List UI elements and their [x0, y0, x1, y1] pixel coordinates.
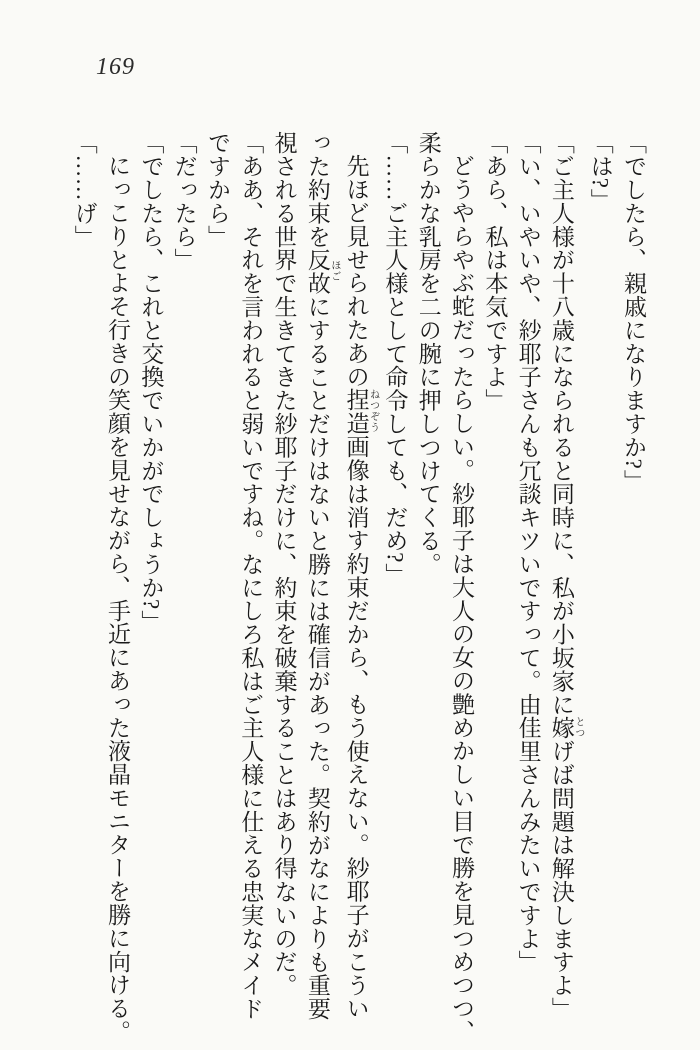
page-number: 169: [96, 54, 135, 80]
text-columns: [67, 131, 650, 1044]
text-line: 「だったら」: [171, 131, 197, 272]
text-line: 「……げ」: [71, 131, 97, 248]
furigana-ruby: 反故 ほご: [304, 248, 340, 295]
text-line: 視される世界で生きてきた紗耶子だけに、約束を破棄することはあり得ないのだ。: [271, 131, 297, 997]
text-line: 「でしたら、親戚になりますか?」: [621, 131, 646, 493]
furigana-ruby: 嫁 とつ: [548, 716, 584, 740]
text-line: ですから」: [204, 131, 230, 248]
text-line: 「い、いやいや、紗耶子さんも冗談キツいですって。由佳里さんみたいですよ」: [515, 131, 541, 974]
text-line: どうやらやぶ蛇だったらしい。紗耶子は大人の女の艶めかしい目で勝を見つめつつ、: [449, 154, 475, 1044]
text-line: 「……ご主人様として命令しても、だめ?」: [382, 131, 408, 587]
text-line: 先ほど見せられたあの捏造 ねつぞう画像は消す約束だから、もう使えない。紗耶子がこうい: [343, 154, 379, 1020]
text-line: 「は?」: [587, 131, 613, 212]
text-line: 「あら、私は本気ですよ」: [482, 131, 508, 412]
text-line: にっこりとよそ行きの笑顔を見せながら、手近にあった液晶モニターを勝に向ける。: [105, 154, 131, 1044]
text-line: 「ああ、それを言われると弱いですね。なにしろ私はご主人様に仕える忠実なメイド: [238, 131, 264, 1021]
text-line: 「でしたら、これと交換でいかがでしょうか?」: [138, 131, 164, 634]
text-line: った約束を反故 ほごにすることだけはないと勝には確信があった。契約がなによりも重要: [304, 131, 340, 1021]
text-line: 「ご主人様が十八歳になられると同時に、私が小坂家に嫁 とつげば問題は解決しますよ」: [548, 131, 584, 1021]
text-line: 柔らかな乳房を二の腕に押しつけてくる。: [415, 131, 441, 576]
furigana-ruby: 捏造 ねつぞう: [343, 388, 379, 435]
